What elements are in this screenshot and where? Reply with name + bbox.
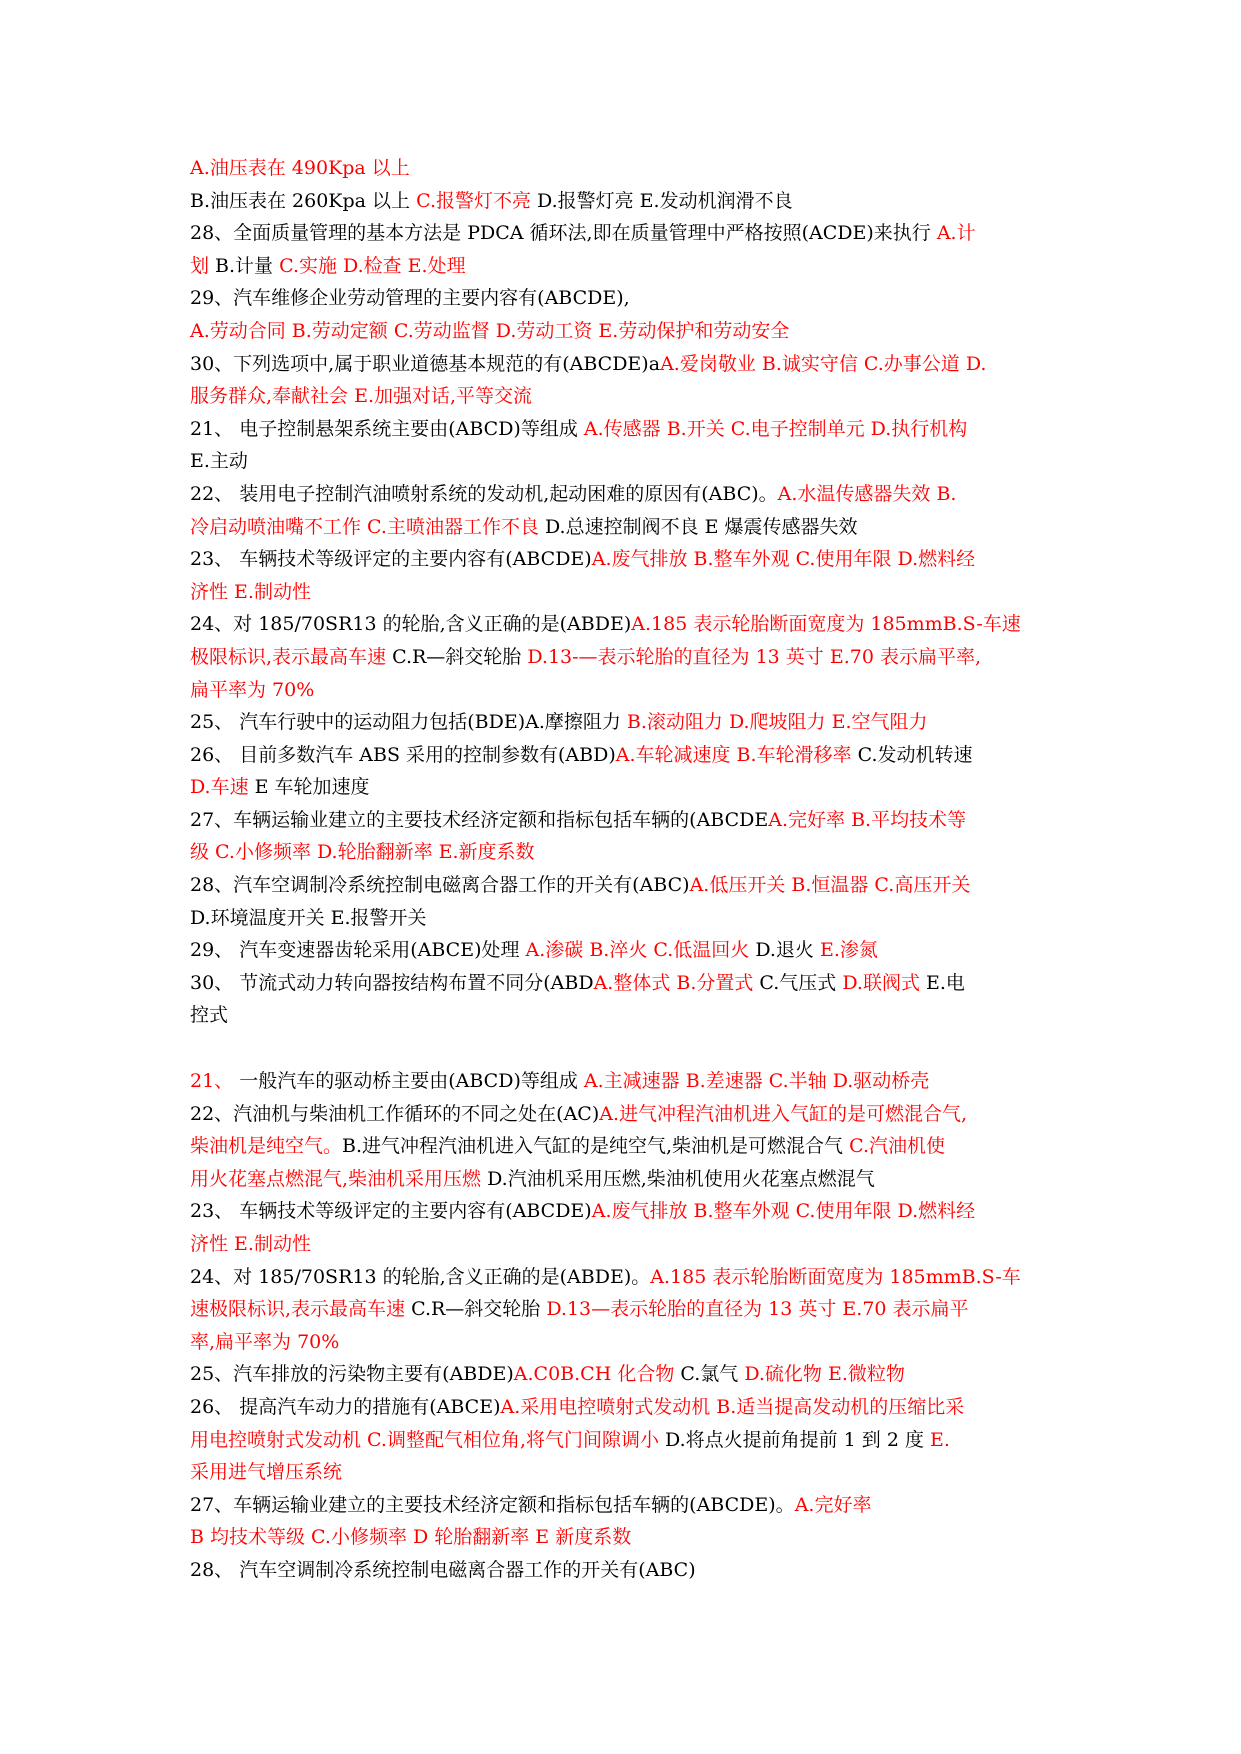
question-text: 28、汽车空调制冷系统控制电磁离合器工作的开关有(ABC)	[190, 874, 690, 897]
question-text: 25、汽车排放的污染物主要有(ABDE)	[190, 1363, 514, 1386]
answer-text: 划	[190, 254, 216, 277]
answer-text: 极限标识,表示最高车速	[190, 645, 393, 668]
answer-text: A.计	[936, 222, 976, 245]
text-line	[190, 869, 1070, 902]
text-line	[190, 674, 1070, 707]
answer-text: A.185 表示轮胎断面宽度为 185mmB.S-车速	[631, 613, 1021, 636]
text-line	[190, 804, 1070, 837]
answer-text: A.水温传感器失效 B.	[777, 482, 957, 505]
text-line	[190, 1521, 1070, 1554]
answer-text: 速极限标识,表示最高车速	[190, 1298, 412, 1321]
answer-text: 率,扁平率为 70%	[190, 1330, 340, 1353]
text-line	[190, 478, 1070, 511]
text-line	[190, 1424, 1070, 1457]
text-line	[190, 739, 1070, 772]
answer-text: D.13-—表示轮胎的直径为 13 英寸 E.70 表示扁平率,	[527, 645, 981, 668]
text-line	[190, 1456, 1070, 1489]
question-text: E 车轮加速度	[254, 776, 370, 799]
answer-text: 用火花塞点燃混气,柴油机采用压燃	[190, 1167, 488, 1190]
question-text: 27、车辆运输业建立的主要技术经济定额和指标包括车辆的(ABCDE)。	[190, 1493, 795, 1516]
question-text: C.气压式	[759, 971, 843, 994]
question-text: 30、 节流式动力转向器按结构布置不同分(ABD	[190, 971, 594, 994]
answer-text: C.汽油机使	[849, 1135, 946, 1158]
answer-text: A.油压表在 490Kpa 以上	[190, 157, 410, 179]
question-text: 30、下列选项中,属于职业道德基本规范的有(ABCDE)a	[190, 352, 661, 375]
answer-text: 济性 E.制动性	[190, 580, 311, 603]
text-line	[190, 706, 1070, 739]
text-line	[190, 1358, 1070, 1391]
answer-text: A.劳动合同 B.劳动定额 C.劳动监督 D.劳动工资 E.劳动保护和劳动安全	[190, 319, 790, 342]
question-text: 22、 装用电子控制汽油喷射系统的发动机,起动困难的原因有(ABC)。	[190, 482, 778, 505]
question-text: E.电	[926, 971, 965, 994]
question-text: D.总速控制阀不良 E 爆震传感器失效	[544, 515, 858, 538]
text-line	[190, 348, 1070, 381]
answer-text: 21、	[190, 1070, 240, 1093]
text-line	[190, 282, 1070, 315]
question-text: 29、汽车维修企业劳动管理的主要内容有(ABCDE),	[190, 287, 630, 310]
text-line	[190, 1489, 1070, 1522]
question-text: 28、全面质量管理的基本方法是 PDCA 循环法,即在质量管理中严格按照(ACDE)来执行	[190, 222, 937, 245]
answer-text: A.爱岗敬业 B.诚实守信 C.办事公道 D.	[660, 352, 987, 375]
text-line	[190, 1293, 1070, 1326]
document-body	[190, 152, 1070, 1587]
answer-text: A.整体式 B.分置式	[593, 971, 760, 994]
question-text: C.R—斜交轮胎	[411, 1298, 547, 1321]
question-text: D.汽油机采用压燃,柴油机使用火花塞点燃混气	[487, 1167, 875, 1190]
text-line	[190, 934, 1070, 967]
answer-text: A.采用电控喷射式发动机 B.适当提高发动机的压缩比采	[500, 1395, 965, 1418]
answer-text: B.滚动阻力 D.爬坡阻力 E.空气阻力	[626, 711, 928, 734]
text-line	[190, 902, 1070, 935]
question-text: D.环境温度开关 E.报警开关	[190, 906, 427, 929]
question-text: 22、汽油机与柴油机工作循环的不同之处在(AC)	[190, 1102, 600, 1125]
answer-text: A.废气排放 B.整车外观 C.使用年限 D.燃料经	[591, 1200, 976, 1223]
answer-text: 济性 E.制动性	[190, 1233, 311, 1255]
text-line	[190, 1326, 1070, 1359]
text-line	[190, 771, 1070, 804]
paragraph-gap	[190, 1032, 1070, 1065]
text-line	[190, 641, 1070, 674]
text-line	[190, 576, 1070, 609]
answer-text: A.废气排放 B.整车外观 C.使用年限 D.燃料经	[591, 548, 976, 571]
text-line	[190, 1261, 1070, 1294]
text-line	[190, 1391, 1070, 1424]
text-line	[190, 217, 1070, 250]
answer-text: A.完好率	[794, 1493, 872, 1516]
answer-text: D.硫化物 E.微粒物	[744, 1363, 905, 1386]
answer-text: E.渗氮	[819, 939, 878, 962]
text-line	[190, 511, 1070, 544]
question-text: 控式	[190, 1004, 229, 1027]
answer-text: E.	[930, 1428, 950, 1451]
question-text: 24、对 185/70SR13 的轮胎,含义正确的是(ABDE)。	[190, 1265, 651, 1288]
text-line	[190, 185, 1070, 218]
question-text: 27、车辆运输业建立的主要技术经济定额和指标包括车辆的(ABCDE	[190, 808, 769, 831]
question-text: 26、 目前多数汽车 ABS 采用的控制参数有(ABD)	[190, 743, 616, 766]
question-text: 23、 车辆技术等级评定的主要内容有(ABCDE)	[190, 1200, 592, 1223]
text-line	[190, 445, 1070, 478]
text-line	[190, 608, 1070, 641]
question-text: B.进气冲程汽油机进入气缸的是纯空气,柴油机是可燃混合气	[342, 1135, 850, 1158]
answer-text: 用电控喷射式发动机 C.调整配气相位角,将气门间隙调小	[190, 1428, 666, 1451]
answer-text: A.渗碳 B.淬火 C.低温回火	[525, 939, 756, 962]
text-line	[190, 1163, 1070, 1196]
answer-text: D.联阀式	[842, 971, 926, 994]
question-text: B.油压表在 260Kpa 以上	[190, 189, 417, 212]
question-text: 23、 车辆技术等级评定的主要内容有(ABCDE)	[190, 548, 592, 571]
answer-text: A.低压开关 B.恒温器 C.高压开关	[689, 874, 971, 897]
text-line	[190, 836, 1070, 869]
text-line	[190, 380, 1070, 413]
question-text: 28、 汽车空调制冷系统控制电磁离合器工作的开关有(ABC)	[190, 1558, 696, 1581]
text-line	[190, 1228, 1070, 1261]
text-line	[190, 999, 1070, 1032]
text-line	[190, 1130, 1070, 1163]
question-text: 26、 提高汽车动力的措施有(ABCE)	[190, 1395, 501, 1418]
answer-text: A.进气冲程汽油机进入气缸的是可燃混合气,	[599, 1102, 968, 1125]
question-text: C.发动机转速	[857, 743, 973, 766]
text-line	[190, 250, 1070, 283]
text-line	[190, 1554, 1070, 1587]
text-line	[190, 543, 1070, 576]
answer-text: D.13—表示轮胎的直径为 13 英寸 E.70 表示扁平	[546, 1298, 969, 1321]
question-text: D.报警灯亮 E.发动机润滑不良	[537, 189, 793, 212]
text-line	[190, 152, 1070, 185]
answer-text: A.车轮减速度 B.车轮滑移率	[615, 743, 858, 766]
answer-text: B 均技术等级 C.小修频率 D 轮胎翻新率 E 新度系数	[190, 1526, 632, 1549]
answer-text: D.车速	[190, 776, 255, 799]
answer-text: A.传感器 B.开关 C.电子控制单元 D.执行机构	[583, 417, 968, 440]
text-line	[190, 1098, 1070, 1131]
text-line	[190, 413, 1070, 446]
answer-text: A.185 表示轮胎断面宽度为 185mmB.S-车	[650, 1265, 1021, 1288]
question-text: D.退火	[755, 939, 820, 962]
question-text: B.计量	[215, 254, 280, 277]
answer-text: 冷启动喷油嘴不工作 C.主喷油器工作不良	[190, 515, 545, 538]
question-text: C.R—斜交轮胎	[392, 645, 528, 668]
answer-text: 采用进气增压系统	[190, 1461, 343, 1484]
question-text: C.氯气	[680, 1363, 745, 1386]
answer-text: C.实施 D.检查 E.处理	[279, 254, 466, 277]
answer-text: 柴油机是纯空气。	[190, 1135, 343, 1158]
answer-text: 服务群众,奉献社会 E.加强对话,平等交流	[190, 385, 533, 408]
question-text: 一般汽车的驱动桥主要由(ABCD)等组成	[239, 1070, 584, 1093]
question-text: E.主动	[190, 450, 248, 473]
question-text: 29、 汽车变速器齿轮采用(ABCE)处理	[190, 939, 526, 962]
question-text: 25、 汽车行驶中的运动阻力包括(BDE)A.摩擦阻力	[190, 711, 627, 734]
answer-text: A.C0B.CH 化合物	[513, 1363, 681, 1386]
answer-text: A.完好率 B.平均技术等	[768, 808, 967, 831]
answer-text: 扁平率为 70%	[190, 678, 315, 701]
answer-text: C.报警灯不亮	[416, 189, 538, 212]
question-text: D.将点火提前角提前 1 到 2 度	[665, 1428, 931, 1451]
question-text: 21、 电子控制悬架系统主要由(ABCD)等组成	[190, 417, 584, 440]
text-line	[190, 1065, 1070, 1098]
question-text: 24、对 185/70SR13 的轮胎,含义正确的是(ABDE)	[190, 613, 632, 636]
text-line	[190, 1195, 1070, 1228]
answer-text: 级 C.小修频率 D.轮胎翻新率 E.新度系数	[190, 841, 535, 864]
text-line	[190, 315, 1070, 348]
text-line	[190, 967, 1070, 1000]
answer-text: A.主减速器 B.差速器 C.半轴 D.驱动桥壳	[583, 1070, 930, 1093]
